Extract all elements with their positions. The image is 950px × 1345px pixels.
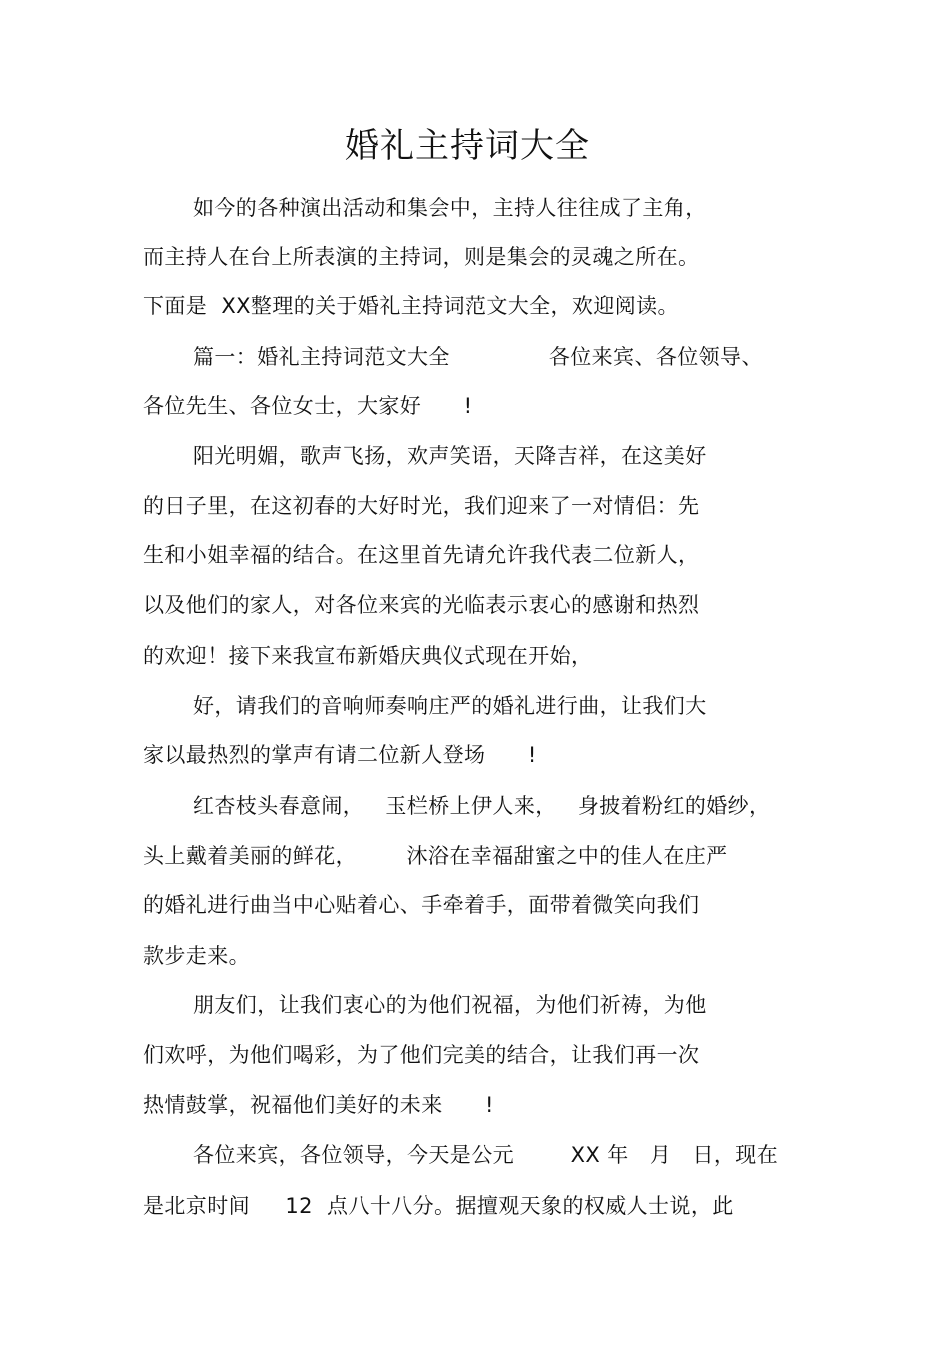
paragraph-line: 家以最热烈的掌声有请二位新人登场 ! — [143, 743, 537, 767]
paragraph-line: 而主持人在台上所表演的主持词，则是集会的灵魂之所在。 — [143, 245, 700, 269]
paragraph-line: 的欢迎！接下来我宣布新婚庆典仪式现在开始， — [143, 644, 593, 668]
paragraph-line: 的日子里，在这初春的大好时光，我们迎来了一对情侣：先 — [143, 494, 700, 518]
paragraph-line: 款步走来。 — [143, 944, 250, 968]
paragraph-line: 好，请我们的音响师奏响庄严的婚礼进行曲，让我们大 — [193, 694, 707, 718]
paragraph-line: 以及他们的家人，对各位来宾的光临表示衷心的感谢和热烈 — [143, 593, 700, 617]
paragraph-line: 各位来宾，各位领导，今天是公元 XX 年 月 日，现在 — [193, 1143, 779, 1167]
paragraph-line: 的婚礼进行曲当中心贴着心、手牵着手，面带着微笑向我们 — [143, 893, 700, 917]
paragraph-line: 红杏枝头春意闹， 玉栏桥上伊人来， 身披着粉红的婚纱， — [193, 794, 771, 818]
paragraph-line: 下面是 XX整理的关于婚礼主持词范文大全，欢迎阅读。 — [143, 294, 679, 318]
paragraph-line: 生和小姐幸福的结合。在这里首先请允许我代表二位新人， — [143, 543, 700, 567]
paragraph-line: 们欢呼，为他们喝彩，为了他们完美的结合，让我们再一次 — [143, 1043, 700, 1067]
paragraph-line: 头上戴着美丽的鲜花， 沐浴在幸福甜蜜之中的佳人在庄严 — [143, 844, 728, 868]
paragraph-line: 篇一：婚礼主持词范文大全 各位来宾、各位领导、 — [193, 345, 763, 369]
document-title: 婚礼主持词大全 — [345, 126, 590, 166]
paragraph-line: 是北京时间 12 点八十八分。据擅观天象的权威人士说，此 — [143, 1194, 734, 1218]
paragraph-line: 热情鼓掌，祝福他们美好的未来 ! — [143, 1093, 494, 1117]
paragraph-line: 阳光明媚，歌声飞扬，欢声笑语，天降吉祥，在这美好 — [193, 444, 707, 468]
paragraph-line: 各位先生、各位女士，大家好 ! — [143, 394, 473, 418]
paragraph-line: 如今的各种演出活动和集会中，主持人往往成了主角， — [193, 196, 707, 220]
paragraph-line: 朋友们，让我们衷心的为他们祝福，为他们祈祷，为他 — [193, 993, 707, 1017]
